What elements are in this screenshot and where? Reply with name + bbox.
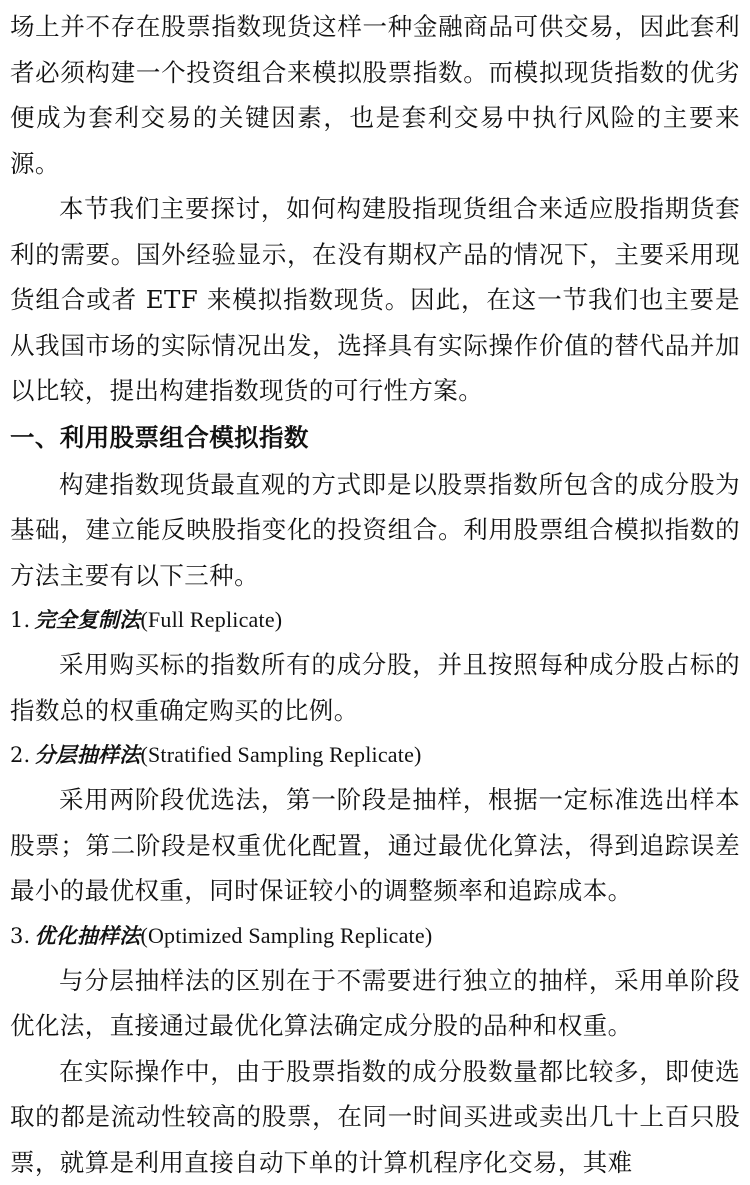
- paragraph-section-intro: 本节我们主要探讨，如何构建股指现货组合来适应股指期货套利的需要。国外经验显示，在没有期权产品的情况下，主要采用现货组合或者 ETF 来模拟指数现货。因此，在这一节我们也主要是从我国市场的实际情况出发，选择具有实际操作价值的替代品并加以比较，提出构建指数现货的可行性方案。: [10, 186, 740, 414]
- method-1-description: 采用购买标的指数所有的成分股，并且按照每种成分股占标的指数总的权重确定购买的比例。: [10, 642, 740, 733]
- method-1-name-cn: 完全复制法: [34, 607, 140, 632]
- paragraph-practice: 在实际操作中，由于股票指数的成分股数量都比较多，即使选取的都是流动性较高的股票，在同一时间买进或卖出几十上百只股票，就算是利用直接自动下单的计算机程序化交易，其难: [10, 1049, 740, 1185]
- method-3-number: 3.: [10, 924, 30, 948]
- method-3-heading: [10, 914, 740, 958]
- method-2-name-cn: 分层抽样法: [34, 742, 140, 767]
- method-2-name-en: (Stratified Sampling Replicate): [140, 742, 421, 767]
- method-3-name-en: (Optimized Sampling Replicate): [140, 923, 432, 948]
- section-heading: 一、利用股票组合模拟指数: [10, 414, 740, 462]
- method-1-heading: [10, 598, 740, 642]
- method-2-description: 采用两阶段优选法，第一阶段是抽样，根据一定标准选出样本股票；第二阶段是权重优化配置，通过最优化算法，得到追踪误差最小的最优权重，同时保证较小的调整频率和追踪成本。: [10, 777, 740, 914]
- method-3-name-cn: 优化抽样法: [34, 923, 140, 948]
- paragraph-methods-intro: 构建指数现货最直观的方式即是以股票指数所包含的成分股为基础，建立能反映股指变化的投资组合。利用股票组合模拟指数的方法主要有以下三种。: [10, 462, 740, 599]
- method-3-description: 与分层抽样法的区别在于不需要进行独立的抽样，采用单阶段优化法，直接通过最优化算法确定成分股的品种和权重。: [10, 958, 740, 1049]
- method-2-heading: [10, 733, 740, 777]
- method-2-number: 2.: [10, 743, 30, 767]
- paragraph-intro: 场上并不存在股票指数现货这样一种金融商品可供交易，因此套利者必须构建一个投资组合来模拟股票指数。而模拟现货指数的优劣便成为套利交易的关键因素，也是套利交易中执行风险的主要来源。: [10, 4, 740, 186]
- method-1-name-en: (Full Replicate): [140, 607, 282, 632]
- method-1-number: 1.: [10, 608, 30, 632]
